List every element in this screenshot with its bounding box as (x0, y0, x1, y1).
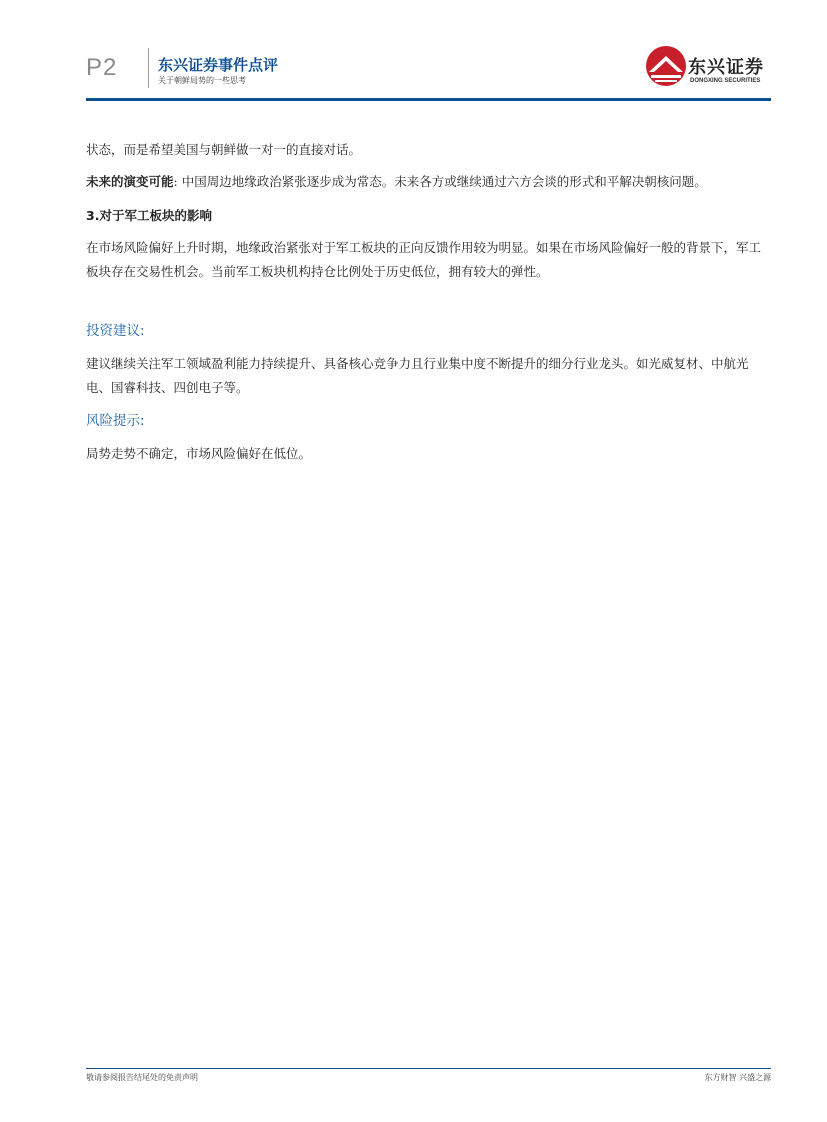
logo-emblem-icon (645, 45, 687, 87)
header-divider (148, 48, 149, 88)
company-logo (645, 45, 775, 89)
report-type-title: 东兴证券事件点评 (158, 56, 279, 74)
investment-advice-heading: 投资建议: (86, 323, 145, 339)
paragraph-military-impact: 在市场风险偏好上升时期，地缘政治紧张对于军工板块的正向反馈作用较为明显。如果在市场风险偏好一般的背景下，军工板块存在交易性机会。当前军工板块机构持仓比例处于历史低位，拥有较大的弹性。 (86, 240, 762, 279)
section-heading-military-impact: 3.对于军工板块的影响 (86, 208, 212, 223)
footer-slogan: 东方财智 兴盛之源 (704, 1073, 771, 1082)
report-body (86, 138, 772, 466)
footer-disclaimer-link[interactable]: 敬请参阅报告结尾处的免责声明 (86, 1073, 198, 1082)
report-subtitle: 关于朝鲜局势的一些思考 (158, 76, 246, 85)
risk-warning-text: 局势走势不确定，市场风险偏好在低位。 (86, 446, 312, 461)
paragraph-future-evolution (86, 170, 772, 194)
logo-english-text: DONGXING SECURITIES (690, 78, 761, 84)
risk-warning-heading: 风险提示: (86, 413, 145, 429)
logo-text: 东兴证券 (688, 57, 764, 78)
investment-advice-text: 建议继续关注军工领域盈利能力持续提升、具备核心竞争力且行业集中度不断提升的细分行业龙头。如光威复材、中航光电、国睿科技、四创电子等。 (86, 356, 749, 395)
page-number: P2 (86, 54, 118, 81)
footer-rule (86, 1068, 771, 1069)
header-rule (86, 98, 771, 101)
paragraph-continued: 状态，而是希望美国与朝鲜做一对一的直接对话。 (86, 142, 362, 157)
future-evolution-lead: 未来的演变可能 (86, 174, 174, 189)
future-evolution-text: : 中国周边地缘政治紧张逐步成为常态。未来各方或继续通过六方会谈的形式和平解决朝核问题。 (173, 174, 707, 189)
